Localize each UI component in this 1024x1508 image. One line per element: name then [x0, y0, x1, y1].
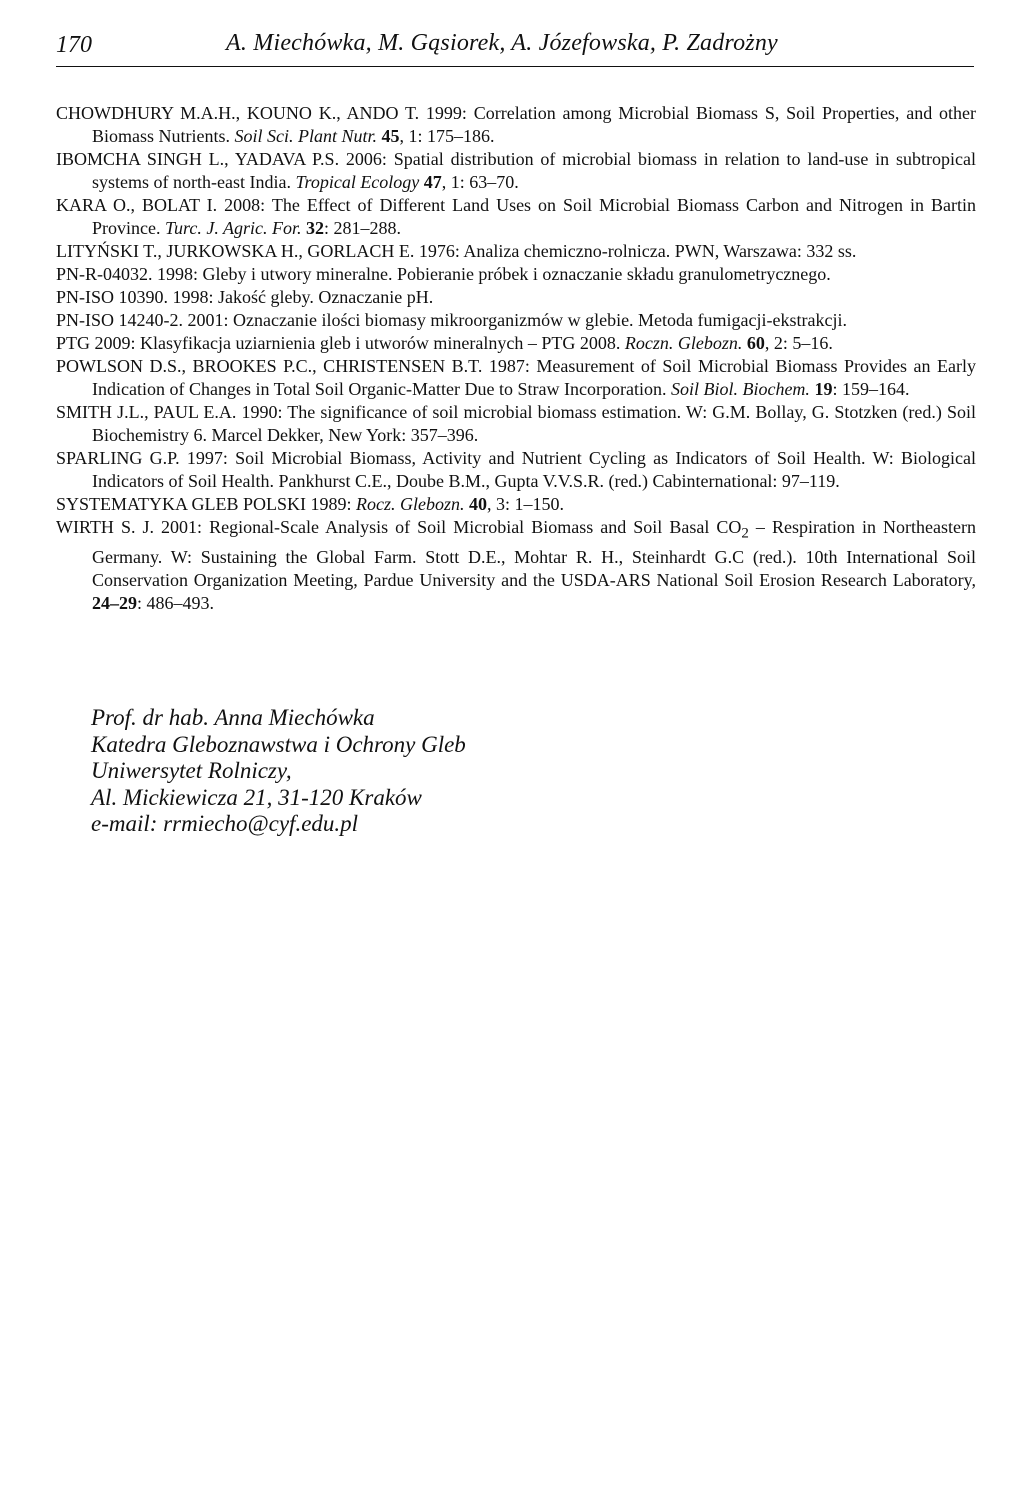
- reference-text: 40: [469, 494, 488, 514]
- reference-entry-pn-r-04032: [56, 263, 976, 286]
- reference-text: Turc. J. Agric. For.: [164, 218, 302, 238]
- reference-text: 60: [746, 333, 765, 353]
- reference-entry-lityński: [56, 240, 976, 263]
- page-header: [56, 30, 974, 67]
- reference-text: WIRTH S. J. 2001: Regional-Scale Analysis of Soil Microbial Biomass and Soil Basal CO: [56, 517, 742, 537]
- reference-text: Roczn. Glebozn.: [624, 333, 743, 353]
- reference-entry-wirth: [56, 516, 976, 615]
- reference-text: SMITH J.L., PAUL E.A. 1990: The significance of soil microbial biomass estimation. W: G.M. Bollay, G. Stotzken (red.) Soil Biochemistry 6. Marcel Dekker, New York: 357–396.: [56, 402, 976, 445]
- reference-entry-chowdhury: [56, 102, 976, 148]
- reference-text: PN-ISO 14240-2. 2001: Oznaczanie ilości biomasy mikroorganizmów w glebie. Metoda fumigacji-ekstrakcji.: [56, 310, 847, 330]
- reference-text: , 3: 1–150.: [487, 494, 565, 514]
- reference-text: POWLSON D.S., BROOKES P.C., CHRISTENSEN B.T. 1987: Measurement of Soil Microbial Biomass Provides an Early Indication of Changes in Total Soil Organic-Matter Due to Straw Incorporation.: [56, 356, 976, 399]
- reference-text: , 1: 63–70.: [441, 172, 519, 192]
- reference-text: 45: [381, 126, 400, 146]
- reference-text: 24–29: [92, 592, 137, 613]
- reference-list: [56, 102, 976, 615]
- author-address: [91, 705, 791, 838]
- reference-text: 2: [741, 525, 749, 542]
- reference-text: KARA O., BOLAT I. 2008: The Effect of Different Land Uses on Soil Microbial Biomass Carbon and Nitrogen in Bartin Province.: [56, 195, 976, 238]
- reference-entry-pn-iso-10390: [56, 286, 976, 309]
- reference-text: Rocz. Glebozn.: [356, 494, 465, 514]
- reference-text: CHOWDHURY M.A.H., KOUNO K., ANDO T. 1999: Correlation among Microbial Biomass S, Soil Properties, and other Biomass Nutrients.: [56, 103, 976, 146]
- page-number: 170: [56, 32, 92, 58]
- reference-text: PTG 2009: Klasyfikacja uziarnienia gleb i utworów mineralnych – PTG 2008.: [56, 333, 625, 353]
- reference-text: 32: [306, 218, 324, 238]
- reference-entry-systematyka: [56, 493, 976, 516]
- reference-text: PN-ISO 10390. 1998: Jakość gleby. Oznaczanie pH.: [56, 287, 434, 307]
- reference-text: 19: [814, 379, 833, 399]
- reference-entry-pn-iso-14240-2: [56, 309, 976, 332]
- reference-text: Soil Sci. Plant Nutr.: [234, 126, 378, 146]
- reference-text: Soil Biol. Biochem.: [670, 379, 810, 399]
- reference-text: PN-R-04032. 1998: Gleby i utwory mineralne. Pobieranie próbek i oznaczanie składu granulometrycznego.: [56, 264, 831, 284]
- address-street: Al. Mickiewicza 21, 31-120 Kraków: [91, 784, 422, 810]
- reference-text: – Respiration in Northeastern Germany. W: Sustaining the Global Farm. Stott D.E., Mohtar R. H., Steinhardt G.C (red.). 10th International Soil Conservation Organization Meeting, Pardue University and the USDA-ARS National Soil Erosion Research Laboratory,: [92, 517, 976, 590]
- address-university: Uniwersytet Rolniczy,: [91, 758, 292, 783]
- reference-entry-smith: [56, 401, 976, 447]
- reference-text: : 486–493.: [137, 592, 215, 613]
- reference-text: , 1: 175–186.: [399, 126, 495, 146]
- reference-text: SPARLING G.P. 1997: Soil Microbial Biomass, Activity and Nutrient Cycling as Indicators of Soil Health. W: Biological Indicators of Soil Health. Pankhurst C.E., Doube B.M., Gupta V.V.S.R. (red.) Cabinternational: 97–119.: [56, 448, 976, 491]
- reference-text: LITYŃSKI T., JURKOWSKA H., GORLACH E. 1976: Analiza chemiczno-rolnicza. PWN, Warszawa: 332 ss.: [56, 241, 857, 261]
- reference-text: Tropical Ecology: [295, 172, 420, 192]
- reference-text: 47: [423, 172, 442, 192]
- reference-text: IBOMCHA SINGH L., YADAVA P.S. 2006: Spatial distribution of microbial biomass in relation to land-use in subtropical systems of north-east India.: [56, 149, 976, 192]
- reference-text: , 2: 5–16.: [764, 333, 833, 353]
- reference-entry-powlson: [56, 355, 976, 401]
- reference-entry-sparling: [56, 447, 976, 493]
- reference-text: : 281–288.: [324, 218, 402, 238]
- address-name: Prof. dr hab. Anna Miechówka: [91, 705, 375, 730]
- reference-entry-kara: [56, 194, 976, 240]
- address-email: e-mail: rrmiecho@cyf.edu.pl: [91, 811, 359, 836]
- reference-entry-ibomcha: [56, 148, 976, 194]
- reference-text: : 159–164.: [832, 379, 910, 399]
- address-department: Katedra Gleboznawstwa i Ochrony Gleb: [91, 731, 466, 757]
- reference-entry-ptg-2009: [56, 332, 976, 355]
- reference-text: SYSTEMATYKA GLEB POLSKI 1989:: [56, 494, 357, 514]
- running-head-authors: A. Miechówka, M. Gąsiorek, A. Józefowska, P. Zadrożny: [226, 30, 778, 56]
